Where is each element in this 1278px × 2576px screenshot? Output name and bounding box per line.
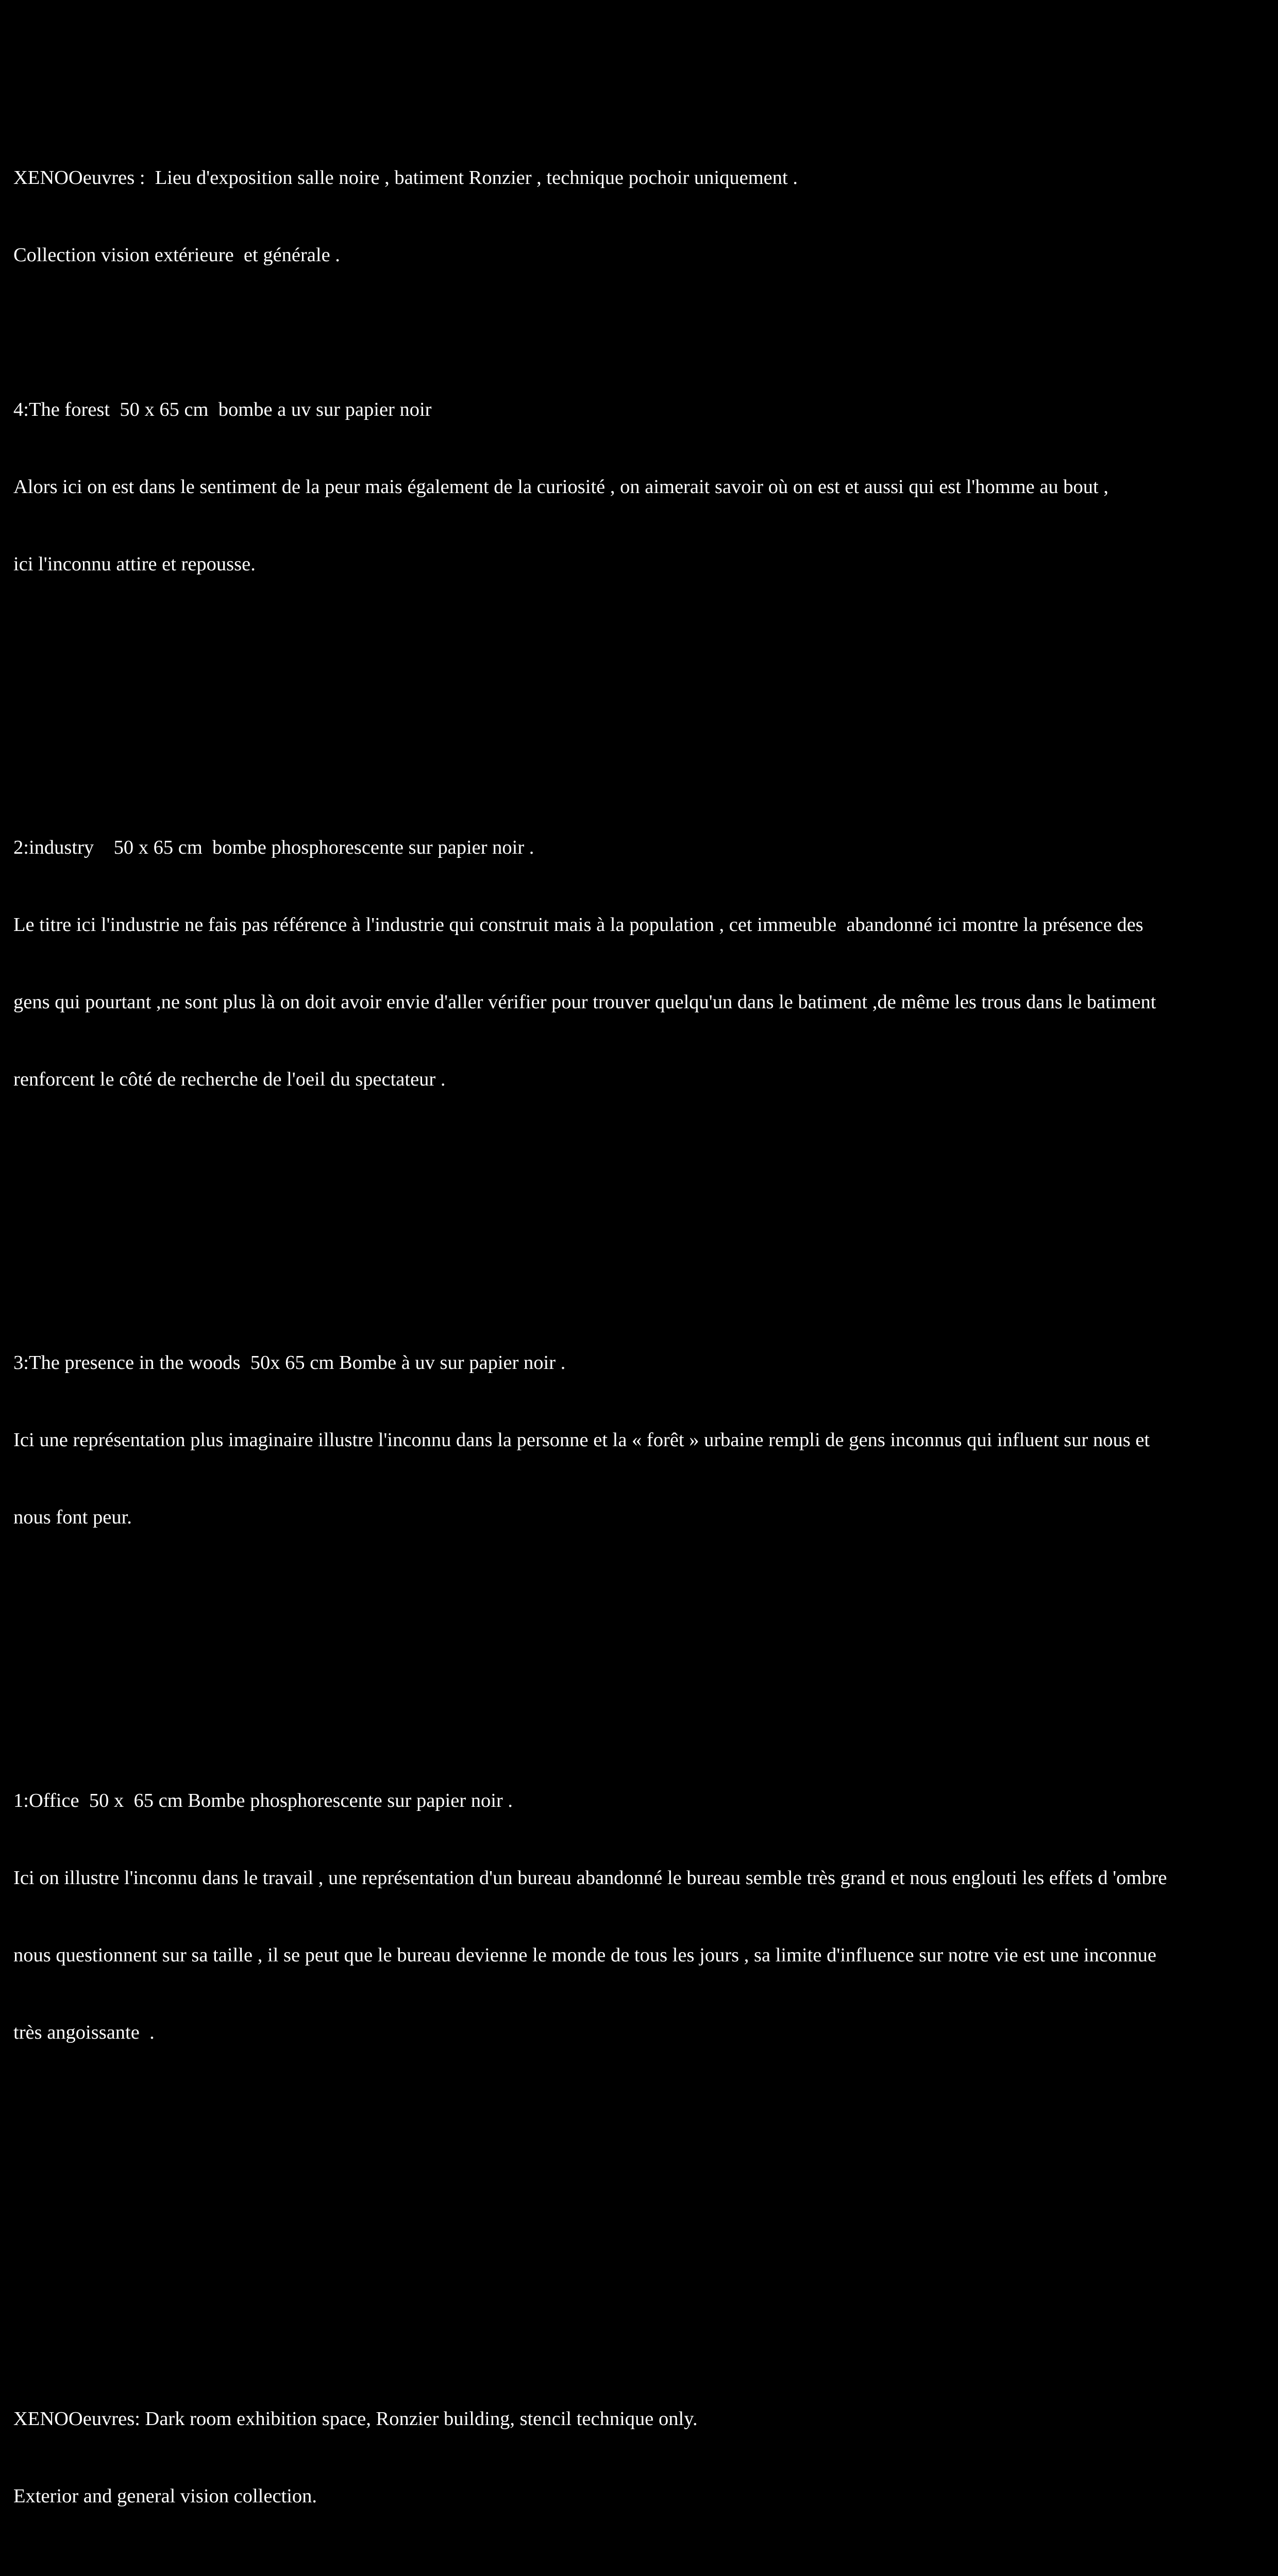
work-text-line: nous questionnent sur sa taille , il se peut que le bureau devienne le monde de tous les jours , sa limite d'influence sur notre vie est une inconnue [13,1944,1156,1966]
french-section [13,113,1271,2148]
work-text-line: gens qui pourtant ,ne sont plus là on doit avoir envie d'aller vérifier pour trouver quelqu'un dans le batiment ,de même les trous dans le batiment [13,991,1156,1013]
intro-line: XENOOeuvres: Dark room exhibition space, Ronzier building, stencil technique only. [13,2408,698,2430]
work-text-line: Alors ici on est dans le sentiment de la peur mais également de la curiosité , on aimerait savoir où on est et aussi qui est l'homme au bout , [13,476,1108,498]
spacer [13,2226,1271,2251]
work-heading: 1:Office 50 x 65 cm Bombe phosphorescente sur papier noir . [13,1790,513,1811]
work-entry [13,783,1271,1144]
spacer [13,1195,1271,1221]
intro-line: Exterior and general vision collection. [13,2485,317,2507]
work-text-line: Ici une représentation plus imaginaire illustre l'inconnu dans la personne et la « forêt » urbaine rempli de gens inconnus qui influent sur nous et [13,1429,1150,1451]
work-entry [13,1736,1271,2097]
work-text-line: Ici on illustre l'inconnu dans le travail , une représentation d'un bureau abandonné le bureau semble très grand et nous englouti les effets d 'ombre [13,1867,1167,1889]
document-body [13,10,1271,2576]
work-heading: 4:The forest 50 x 65 cm bombe a uv sur papier noir [13,399,432,420]
english-section [13,2354,1271,2576]
work-text-line: renforcent le côté de recherche de l'oeil du spectateur . [13,1069,446,1090]
work-entry [13,1298,1271,1582]
intro-line: Collection vision extérieure et générale . [13,244,340,266]
spacer [13,1633,1271,1659]
intro-line: XENOOeuvres : Lieu d'exposition salle noire , batiment Ronzier , technique pochoir uniquement . [13,167,798,189]
work-text-line: ici l'inconnu attire et repousse. [13,553,256,575]
work-heading: 2:industry 50 x 65 cm bombe phosphorescente sur papier noir . [13,837,534,858]
work-text-line: nous font peur. [13,1506,132,1528]
work-text-line: très angoissante . [13,2022,155,2043]
work-text-line: Le titre ici l'industrie ne fais pas référence à l'industrie qui construit mais à la population , cet immeuble abandonné ici montre la présence des [13,914,1144,936]
spacer [13,680,1271,706]
work-heading: 3:The presence in the woods 50x 65 cm Bombe à uv sur papier noir . [13,1352,566,1374]
work-entry [13,345,1271,629]
